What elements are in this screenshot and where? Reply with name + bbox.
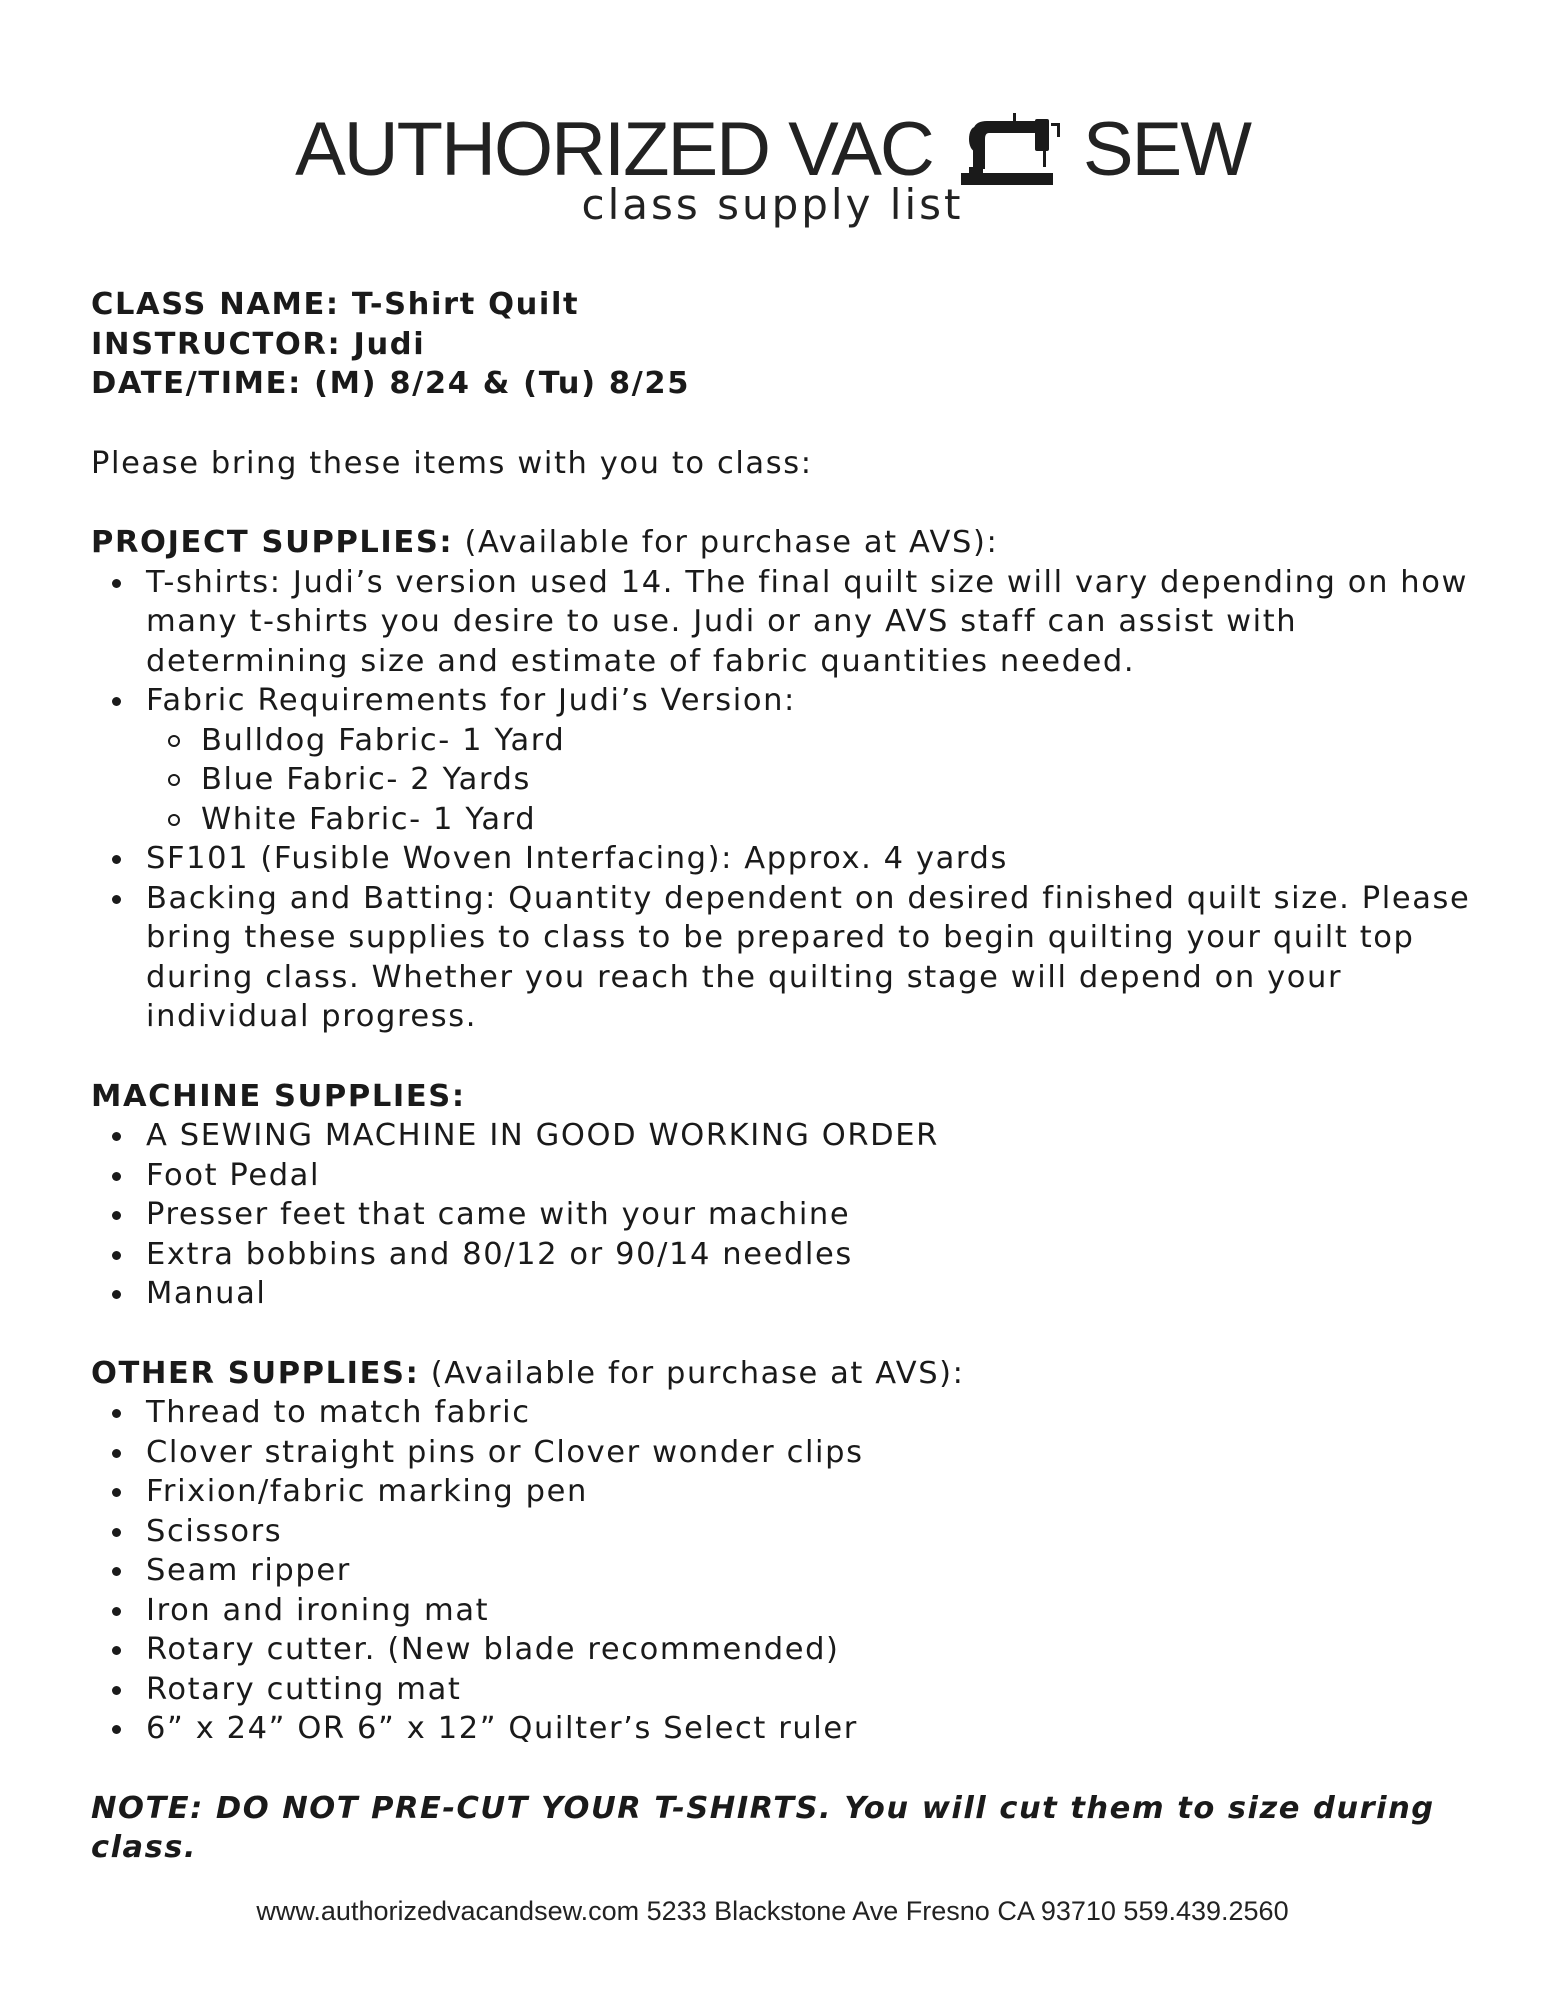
list-item: Iron and ironing mat — [91, 1591, 1471, 1631]
intro-text: Please bring these items with you to class: — [91, 445, 813, 481]
list-item — [91, 681, 1471, 839]
list-item: Rotary cutting mat — [91, 1670, 1471, 1710]
machine-supplies-list — [91, 1116, 1471, 1314]
list-item: Manual — [91, 1274, 1471, 1314]
project-supplies-heading — [91, 523, 1471, 563]
other-supplies-list — [91, 1393, 1471, 1749]
note-text: NOTE: DO NOT PRE-CUT YOUR T-SHIRTS. You will cut them to size during class. — [91, 1790, 1435, 1865]
sewing-machine-icon — [959, 113, 1063, 187]
other-supplies-label: OTHER SUPPLIES: — [91, 1355, 420, 1391]
project-supplies-label: PROJECT SUPPLIES: — [91, 525, 454, 560]
other-supplies-heading — [91, 1354, 1471, 1394]
fabric-requirements-list — [146, 721, 1471, 840]
list-item: Thread to match fabric — [91, 1393, 1471, 1433]
page-subtitle: class supply list — [581, 180, 964, 229]
document-body — [91, 285, 1471, 1868]
other-supplies-suffix: (Available for purchase at AVS): — [419, 1355, 965, 1391]
machine-supplies-heading: MACHINE SUPPLIES: — [91, 1078, 466, 1114]
list-item-label: Fabric Requirements for Judi’s Version: — [146, 683, 796, 718]
sub-list-item: Bulldog Fabric- 1 Yard — [146, 721, 1471, 761]
brand-name-left: AUTHORIZED VAC — [295, 107, 933, 192]
date-time: DATE/TIME: (M) 8/24 & (Tu) 8/25 — [91, 366, 691, 401]
class-name: CLASS NAME: T-Shirt Quilt — [91, 287, 580, 322]
sub-list-item: Blue Fabric- 2 Yards — [146, 760, 1471, 800]
list-item: Presser feet that came with your machine — [91, 1195, 1471, 1235]
list-item: Extra bobbins and 80/12 or 90/14 needles — [91, 1235, 1471, 1275]
sub-list-item: White Fabric- 1 Yard — [146, 800, 1471, 840]
list-item: Frixion/fabric marking pen — [91, 1472, 1471, 1512]
footer-contact: www.authorizedvacandsew.com 5233 Blackstone Ave Fresno CA 93710 559.439.2560 — [256, 1896, 1289, 1926]
list-item: Scissors — [91, 1512, 1471, 1552]
list-item: A SEWING MACHINE IN GOOD WORKING ORDER — [91, 1116, 1471, 1156]
project-supplies-suffix: (Available for purchase at AVS): — [453, 525, 999, 560]
project-supplies-list — [91, 563, 1471, 1037]
list-item: SF101 (Fusible Woven Interfacing): Approx. 4 yards — [91, 839, 1471, 879]
list-item: Rotary cutter. (New blade recommended) — [91, 1630, 1471, 1670]
list-item: Clover straight pins or Clover wonder clips — [91, 1433, 1471, 1473]
list-item: 6” x 24” OR 6” x 12” Quilter’s Select ruler — [91, 1709, 1471, 1749]
list-item: Backing and Batting: Quantity dependent on desired finished quilt size. Please bring these supplies to class to be prepared to begin quilting your quilt top during class. Whether you reach the quilting stage will depend on your individual progress. — [91, 879, 1471, 1037]
list-item: Foot Pedal — [91, 1156, 1471, 1196]
list-item: T-shirts: Judi’s version used 14. The final quilt size will vary depending on how many t-shirts you desire to use. Judi or any AVS staff can assist with determining size and estimate of fabric quantities needed. — [91, 563, 1471, 682]
list-item: Seam ripper — [91, 1551, 1471, 1591]
instructor: INSTRUCTOR: Judi — [91, 326, 426, 362]
brand-logo — [0, 107, 1545, 192]
brand-name-right: SEW — [1082, 107, 1250, 192]
